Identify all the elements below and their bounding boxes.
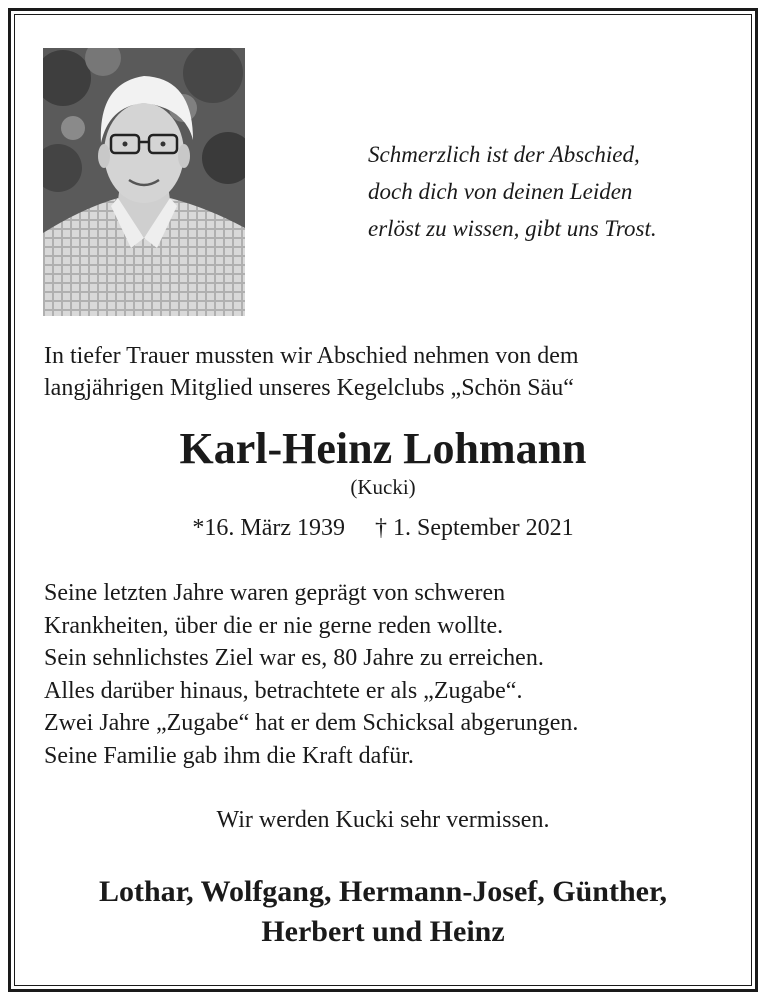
tribute-line: Zwei Jahre „Zugabe“ hat er dem Schicksal abgerungen. <box>44 710 579 736</box>
signers-line: Herbert und Heinz <box>261 915 505 948</box>
intro-line: In tiefer Trauer mussten wir Abschied nehmen von dem <box>44 343 579 369</box>
deceased-nickname: (Kucki) <box>350 475 416 499</box>
quote-line: doch dich von deinen Leiden <box>368 179 633 204</box>
quote-line: erlöst zu wissen, gibt uns Trost. <box>368 216 657 241</box>
tribute-text <box>44 577 734 772</box>
life-dates <box>0 512 766 544</box>
tribute-line: Seine Familie gab ihm die Kraft dafür. <box>44 742 414 769</box>
birth-date: *16. März 1939 <box>192 515 345 541</box>
tribute-line: Seine letzten Jahre waren geprägt von schweren <box>44 580 506 606</box>
signers <box>0 872 766 952</box>
death-date: † 1. September 2021 <box>375 515 574 541</box>
deceased-name: Karl-Heinz Lohmann <box>179 424 587 473</box>
intro-text <box>44 340 734 404</box>
epitaph-quote <box>368 136 738 247</box>
tribute-line: Sein sehnlichstes Ziel war es, 80 Jahre zu erreichen. <box>44 645 544 671</box>
quote-line: Schmerzlich ist der Abschied, <box>368 142 640 167</box>
portrait-photo <box>43 48 245 316</box>
signers-line: Lothar, Wolfgang, Hermann-Josef, Günther, <box>98 875 668 908</box>
tribute-line: Alles darüber hinaus, betrachtete er als „Zugabe“. <box>44 677 523 704</box>
closing-line: Wir werden Kucki sehr vermissen. <box>216 807 550 833</box>
tribute-line: Krankheiten, über die er nie gerne reden wollte. <box>44 612 504 639</box>
intro-line: langjährigen Mitglied unseres Kegelclubs „Schön Säu“ <box>44 375 574 401</box>
